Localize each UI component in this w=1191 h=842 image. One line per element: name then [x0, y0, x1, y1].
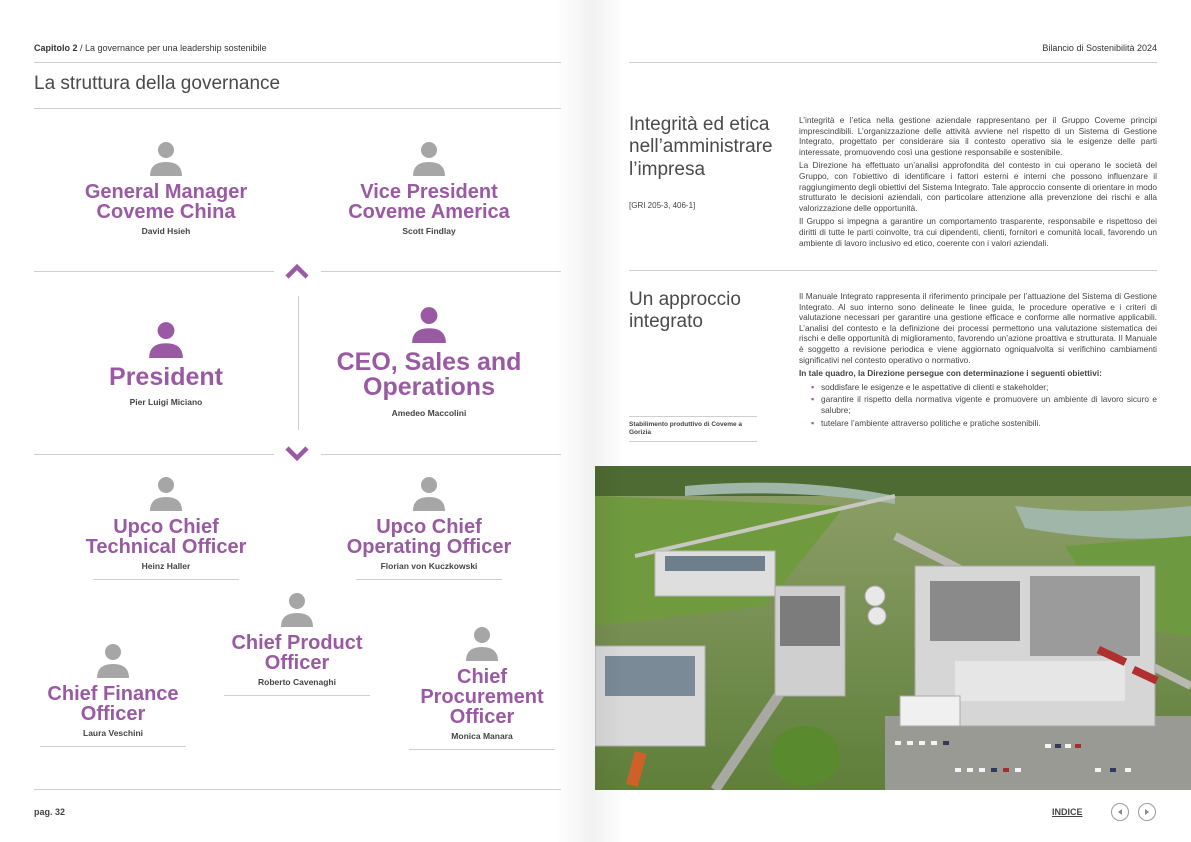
person-icon	[95, 642, 131, 678]
org-node-cpo	[217, 591, 377, 696]
paragraph: La Direzione ha effettuato un’analisi approfondita del contesto in cui operano le società del Gruppo, con l’obiettivo di identificare i fattori esterni e interni che possono influenzare il raggiungimento degli obiettivi del Sistema Integrato. Tale approccio consente di orientare in modo strutturato le decisioni aziendali, con particolare attenzione alla prevenzione dei rischi e alla valorizzazione delle opportunità.	[799, 160, 1157, 213]
org-person-name: Pier Luigi Miciano	[129, 397, 203, 407]
chevron-down-icon	[285, 446, 309, 462]
org-role: General Manager Coveme China	[84, 181, 248, 223]
list-item: ▪ garantire il rispetto della normativa vigente e promuovere un ambiente di lavoro sicuro e salubre;	[799, 394, 1157, 415]
org-person-name: David Hsieh	[141, 226, 191, 236]
name-underline	[409, 749, 555, 750]
list-item: ▪ soddisfare le esigenze e le aspettative di clienti e stakeholder;	[799, 382, 1157, 393]
org-divider-bottom-left	[34, 454, 274, 455]
factory-aerial-image	[595, 466, 1191, 790]
org-role: Vice President Coveme America	[348, 181, 510, 223]
org-person-name: Laura Veschini	[83, 728, 143, 738]
paragraph: Il Manuale Integrato rappresenta il riferimento principale per l’attuazione del Sistema di Gestione Integrato. Al suo interno sono delineate le linee guida, le procedure operative e i criteri di valutazione necessari per garantire una gestione efficace e conforme alle normative applicabili. L’analisi del contesto e la definizione dei processi permettono una valutazione sistematica dei rischi e delle opportunità di miglioramento, favorendo un’azione proattiva e strutturata. Il Manuale è soggetto a revisione periodica e viene aggiornato ogniqualvolta si verifichino cambiamenti significativi nel contesto operativo o normativo.	[799, 291, 1157, 365]
arrow-left-icon	[1116, 808, 1124, 816]
person-icon	[148, 140, 184, 176]
org-person-name: Amedeo Maccolini	[391, 408, 467, 418]
person-icon	[147, 320, 185, 358]
org-node-upco-coo	[329, 475, 529, 580]
chapter-separator: /	[77, 43, 86, 53]
name-underline	[356, 579, 502, 580]
org-node-ceo	[319, 305, 539, 418]
org-role: President	[109, 363, 223, 391]
org-node-vp-america	[329, 140, 529, 236]
chapter-header	[34, 43, 267, 53]
person-icon	[411, 140, 447, 176]
chevron-up-icon	[285, 263, 309, 279]
org-role: Upco Chief Technical Officer	[85, 516, 247, 558]
org-person-name: Florian von Kuczkowski	[380, 561, 478, 571]
org-role: Chief Procurement Officer	[420, 666, 544, 728]
person-icon	[464, 625, 500, 661]
objectives-list	[799, 382, 1157, 428]
paragraph: L’integrità e l’etica nella gestione aziendale rappresentano per il Gruppo Coveme principi imprescindibili. L’organizzazione delle attività avviene nel rispetto di un Sistema di Gestione Integrato, progettato per considerare sia il contesto operativo sia le esigenze delle parti interessate, promuovendo così una gestione responsabile e sostenibile.	[799, 115, 1157, 157]
name-underline	[224, 695, 370, 696]
name-underline	[40, 746, 186, 747]
footer-rule	[34, 789, 561, 790]
section-body-approach	[799, 291, 1157, 430]
person-icon	[148, 475, 184, 511]
org-role: Upco Chief Operating Officer	[346, 516, 512, 558]
person-icon	[279, 591, 315, 627]
org-divider-top-right	[321, 271, 561, 272]
chapter-number: Capitolo 2	[34, 43, 78, 53]
org-divider-top-left	[34, 271, 274, 272]
org-person-name: Scott Findlay	[402, 226, 456, 236]
arrow-right-icon	[1143, 808, 1151, 816]
header-rule	[34, 62, 561, 63]
name-underline	[93, 579, 239, 580]
org-node-cfo	[33, 642, 193, 747]
right-page	[595, 0, 1191, 842]
factory-aerial-photo	[595, 466, 1191, 790]
objectives-lead: In tale quadro, la Direzione persegue con determinazione i seguenti obiettivi:	[799, 368, 1102, 379]
org-person-name: Heinz Haller	[141, 561, 191, 571]
org-node-upco-cto	[66, 475, 266, 580]
page-number: pag. 32	[34, 807, 66, 817]
org-person-name: Monica Manara	[451, 731, 513, 741]
org-role: Chief Product Officer	[231, 632, 363, 674]
gri-reference: [GRI 205-3, 406-1]	[629, 201, 696, 210]
section-title-integrity: Integrità ed etica nell’amministrare l’impresa	[629, 114, 773, 180]
photo-caption: Stabilimento produttivo di Coveme a Gorizia	[629, 416, 757, 442]
section-rule	[629, 270, 1157, 271]
left-page	[0, 0, 595, 842]
chapter-title: La governance per una leadership sostenibile	[85, 43, 267, 53]
person-icon	[411, 475, 447, 511]
person-icon	[410, 305, 448, 343]
section-title-approach: Un approccio integrato	[629, 289, 741, 333]
section-rule	[34, 108, 561, 109]
next-page-button[interactable]	[1138, 803, 1156, 821]
org-vertical-divider	[298, 296, 299, 430]
paragraph: Il Gruppo si impegna a garantire un comportamento trasparente, responsabile e rispettoso dei diritti di tutte le parti coinvolte, tra cui dipendenti, clienti, fornitori e comunità locali, favorendo un ambiente di lavoro inclusivo ed etico, coerente con i valori aziendali.	[799, 216, 1157, 248]
previous-page-button[interactable]	[1111, 803, 1129, 821]
org-role: CEO, Sales and Operations	[336, 348, 522, 401]
report-title: Bilancio di Sostenibilità 2024	[1042, 43, 1157, 53]
org-node-gm-china	[66, 140, 266, 236]
list-item: ▪ tutelare l’ambiente attraverso politiche e pratiche sostenibili.	[799, 418, 1157, 429]
org-divider-bottom-right	[321, 454, 561, 455]
org-person-name: Roberto Cavenaghi	[258, 677, 336, 687]
index-link[interactable]: INDICE	[1052, 807, 1083, 817]
org-node-chief-procurement	[402, 625, 562, 750]
org-role: Chief Finance Officer	[47, 683, 179, 725]
section-body-integrity	[799, 115, 1157, 251]
header-rule	[629, 62, 1157, 63]
section-title: La struttura della governance	[34, 73, 281, 94]
org-node-president	[66, 320, 266, 407]
